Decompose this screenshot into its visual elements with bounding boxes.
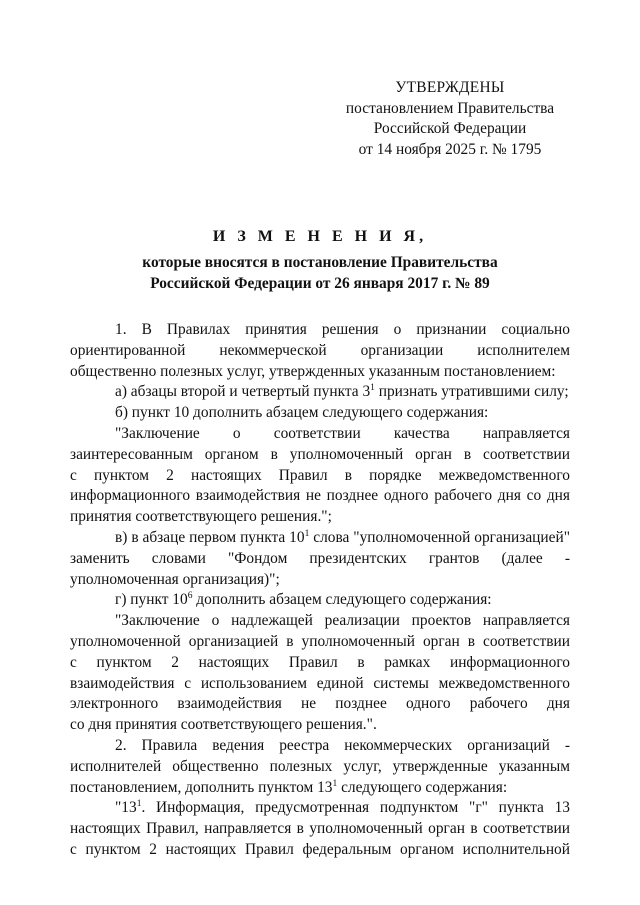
text-line: "Заключение о соответствии качества направляется [115,424,570,442]
text-run: в) в абзаце первом пункта 10 [115,528,305,546]
document-body [70,320,570,861]
text-line: уполномоченной организацией в уполномоченный орган в соответствии [70,632,570,650]
superscript: 1 [304,528,310,539]
paragraph [70,590,570,611]
text-line: заинтересованным органом в уполномоченный орган в соответствии [70,445,570,463]
text-line: с пунктом 2 настоящих Правил в порядке межведомственного [70,466,570,484]
text-line: электронного взаимодействия не позднее одного рабочего дня [70,695,570,713]
text-run: . Информация, предусмотренная подпунктом "г" пункта 13 [141,799,570,817]
text-line [70,778,570,799]
text-line: настоящих Правил, направляется в уполномоченный орган в соответствии [70,820,570,838]
text-line [70,528,570,549]
text-line: принятия соответствующего решения."; [70,508,332,526]
text-line: ориентированной некоммерческой организации исполнителем [70,341,570,359]
paragraph [70,528,570,590]
text-line: информационного взаимодействия не позднее одного рабочего дня со дня [70,487,570,505]
subtitle-line: Российской Федерации от 26 января 2017 г. № 89 [150,275,490,292]
text-line: 1. В Правилах принятия решения о признании социально [115,321,570,338]
superscript: 6 [187,591,193,602]
text-line: "Заключение о надлежащей реализации проектов направляется [115,612,570,630]
paragraph [70,736,570,798]
text-line: 2. Правила ведения реестра некоммерческих организаций - [115,736,570,754]
text-run: г) пункт 10 [115,591,188,609]
approval-stamp [330,78,570,160]
superscript: 1 [332,778,338,789]
subtitle-line: которые вносятся в постановление Правительства [142,254,498,271]
text-line [70,798,570,819]
text-line: с пунктом 2 настоящих Правил в рамках информационного [70,653,570,671]
paragraph [70,382,570,403]
text-line: со дня принятия соответствующего решения.". [70,716,377,734]
text-run: слова "уполномоченной организацией" [309,528,570,546]
paragraph [70,611,570,736]
superscript: 1 [370,383,375,394]
approval-date: от 14 ноября 2025 г. № 1795 [358,140,542,158]
text-run: следующего содержания: [337,778,508,796]
paragraph [70,798,570,860]
text-run: постановлением, дополнить пунктом 13 [70,778,333,796]
text-line: заменить словами "Фондом президентских грантов (далее - [70,549,570,567]
approval-title: УТВЕРЖДЕНЫ [395,79,505,96]
text-line: уполномоченная организация)"; [70,570,280,588]
document-heading: И З М Е Н Е Н И Я, [212,228,428,245]
text-run: "13 [115,799,137,817]
text-run: а) абзацы второй и четвертый пункта 3 [115,383,371,401]
text-run: дополнить абзацем следующего содержания: [192,591,492,609]
paragraph: б) пункт 10 дополнить абзацем следующего содержания: [115,404,489,422]
text-line: с пунктом 2 настоящих Правил федеральным органом исполнительной [70,840,570,858]
superscript: 1 [136,799,142,810]
approval-line: постановлением Правительства [345,99,555,117]
paragraph [70,424,570,528]
document-subtitle [70,252,570,294]
text-line: взаимодействия с использованием единой системы межведомственного [70,674,570,692]
text-line: общественно полезных услуг, утвержденных указанным постановлением: [70,362,556,380]
approval-line: Российской Федерации [373,120,527,137]
text-run: признать утратившими силу; [374,383,569,401]
text-line: исполнителей общественно полезных услуг, утвержденные указанным [70,757,570,775]
paragraph [70,320,570,382]
